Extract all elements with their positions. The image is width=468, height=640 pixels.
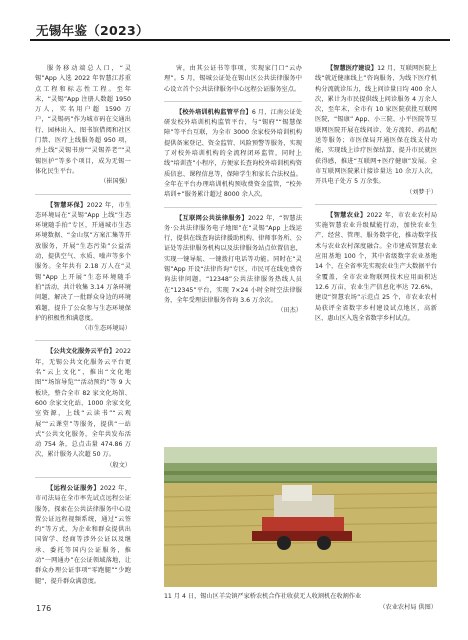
article-heading: 【智慧医疗建设】 xyxy=(327,65,378,72)
article-source: （田杰） xyxy=(277,307,302,315)
article-divider xyxy=(35,340,131,341)
photo-caption xyxy=(164,592,437,613)
article-divider xyxy=(35,477,131,478)
article-body: 6 月，江南公证处研发校外培训机构监管平台，与“锡府”“锡慧保障”等平台互联，为全市 3000 余家校外培训机构提供备案登记、资金监管、风险预警等服务，实现了对校外培训机构的全流程闭环监管，同时上线“培训查”小程序，方便家长查询校外培训机构资质信息、课程信息等，保障学生和家长合法权益。全年在平台办理培训机构预收费资金监管，“校外培训+”服务累计超过 8000 余人次。 xyxy=(164,108,303,199)
article-block xyxy=(35,347,131,471)
article-paragraph xyxy=(164,64,302,95)
column-right xyxy=(315,64,437,330)
article-body: 害，由其公证书等事项，实现家门口“云办理”。5 月，锡城公证处在锡山区公共法律服务中心设立首个公共法律服务中心远程公证服务室点。 xyxy=(164,65,302,93)
article-body: 2022 年，无锡公共文化服务云平台更名“云上文化”，推出“文化地图”“场馆导览”“活动预约”等 9 大板块，整合全市 82 家文化场馆、600 余家文化站、1000 余家文化室资源，上线“云读书”“云观展”“云课堂”等服务，提供“一站式”公共文化服务，全年共发布活动 754 条，总点击量 474.86 万次，累计服务人次超 50 万。 xyxy=(35,348,131,459)
article-heading: 【远程公证服务】 xyxy=(47,484,101,492)
column-middle xyxy=(164,64,302,323)
article-block xyxy=(35,484,131,587)
article-source: （崔国强） xyxy=(100,178,131,186)
caption-text: 11 月 4 日，锡山区羊尖镇严家桥农机合作社收获无人收割机在收割作业 xyxy=(164,593,362,600)
page-header xyxy=(30,14,450,44)
article-body: 2022 年，“智慧法务·公共法律服务电子地图”在“灵锡”App 上线运行，提供在线查询法律援助机构、律师事务所、公证处等法律服务机构以及法律服务站点位置信息，实现一键导航、一键拨打电话等功能。同时在“灵锡”App 开设“法律咨询”专区，市民可在线免费咨询法律问题。“12348”公共法律服务热线人员在“12345”平台，实现 7×24 小时全时空法律服务，全年受理法律服务咨询 3.6 万余次。 xyxy=(164,214,303,304)
article-block xyxy=(315,211,437,324)
yearbook-title: 无锡年鉴（2023） xyxy=(36,23,149,38)
article-heading: 【校外培训机构监管平台】 xyxy=(176,108,252,116)
article-paragraph xyxy=(164,108,302,201)
article-paragraph xyxy=(35,484,131,587)
article-divider xyxy=(164,207,302,208)
article-block xyxy=(35,64,131,188)
article-body: 12 月，互联网医院上线“就近健康线上”咨询服务，为线下医疗机构分流就诊压力，线上问诊量日均 400 余人次，累计为市民提供线上问诊服务 4 万余人次，至年末，全市有 10 家医院获批互联网医院，“锡康” App、小三院、小平医院等互联网医院开展在线问诊、处方流转、药品配送等服务；市医保局开通医保在线支付功能，实现线上诊疗医保结算，提升市民就医获得感，推进“互联网+医疗健康”发展。全市互联网医院累计接诊量达 10 余万人次，开具电子处方 5 万余张。 xyxy=(315,65,437,186)
harvester-photo xyxy=(164,447,437,587)
article-divider xyxy=(315,204,437,205)
article-paragraph xyxy=(35,64,131,177)
article-heading: 【公共文化服务云平台】 xyxy=(47,348,116,356)
article-paragraph xyxy=(315,211,437,324)
article-block xyxy=(164,108,302,201)
article-block xyxy=(164,64,302,95)
article-heading: 【智慧农业】 xyxy=(327,211,367,219)
article-divider xyxy=(164,101,302,102)
article-paragraph xyxy=(35,201,131,325)
article-body: 服务移动端总人口，“灵锡”App 入选 2022 年智慧江苏重点工程和标志性工程。至年末，“灵锡”App 注册人数超 1950 万人，实名用户超 1590 万户，“灵锡码”作为城市码在交通出行、园林出入、图书馆借阅和社区门禁、医疗上线服务超 950 项，并上线“灵锡书房”“灵锡养老”“灵锡医护”等多个项目，成为无锡一体化民生平台。 xyxy=(35,65,131,175)
article-body: 2022 年，市司法局在全市率先试点远程公证服务，探索在公共法律服务中心设置公证远程视频系统，通过“云签约”等方式，为企业和群众提供出国留学、经商等涉外公证以及继承、委托等国内公证服务，推动“一网通办”在公证领域落地，让群众办理公证事项“零跑腿”“少跑腿”，提升群众满意度。 xyxy=(35,484,132,585)
article-source: （殷文） xyxy=(106,461,131,469)
caption-credit: （农业农村局 供图） xyxy=(379,603,437,611)
rice-harvest-image xyxy=(164,447,437,587)
article-paragraph xyxy=(315,64,437,188)
article-block xyxy=(164,214,302,317)
header-rule xyxy=(30,39,450,41)
article-source: （市生态环境局） xyxy=(81,325,131,333)
article-source: （刘梦于） xyxy=(406,188,437,196)
article-heading: 【智慧环保】 xyxy=(47,201,87,209)
article-paragraph xyxy=(164,214,302,307)
article-paragraph xyxy=(35,347,131,460)
article-heading: 【互联网公共法律服务】 xyxy=(176,214,248,222)
article-body: 2022 年，市生态环境局在“灵锡”App 上线“生态环境随手拍”专区，开通城市生态环境数据、“金山氛”方案汇集等开放服务，开展“生态污染”公益活动，提供空气、水质、噪声等多个服务。全年共有 2.18 万人在“灵锡”App 上开展“生态环境随手拍”活动，共计收集 3.14 万条环境问题，解决了一批群众身边的环境难题，提升了公众参与生态环境保护的积极性和满意度。 xyxy=(35,201,132,322)
column-left xyxy=(35,64,131,593)
article-block xyxy=(315,64,437,198)
article-block xyxy=(35,201,131,335)
page-number: 176 xyxy=(36,604,52,613)
article-divider xyxy=(35,194,131,195)
article-body: 2022 年，市农业农村局实施智慧农业升级赋能行动，加快农业生产、经营、管理、服务数字化，推动数字技术与农业农村深度融合。全市建成智慧农业应用基地 100 个，其中省级数字农业基地 14 个，在全省率先实现农业生产大数据平台全覆盖，全市农业物联网技术应用面积达 12.6 万亩，农业生产信息化率达 72.6%，建设“智慧农场”示范点 25 个，市农业农村局获评全省数字乡村建设试点地区，高新区、惠山区入选全省数字乡村试点。 xyxy=(315,211,438,322)
